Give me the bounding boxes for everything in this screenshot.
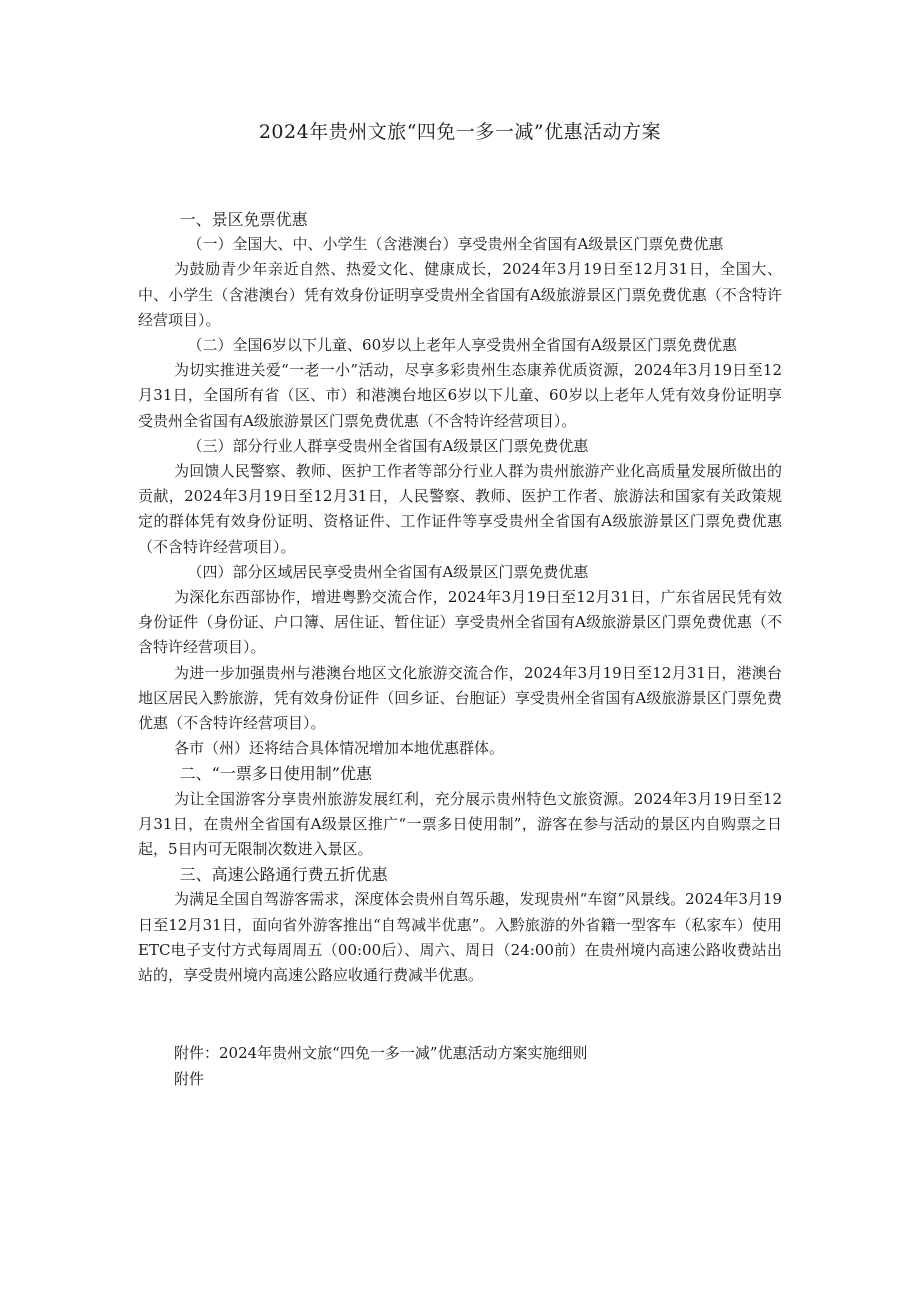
paragraph-1-4-2: 为进一步加强贵州与港澳台地区文化旅游交流合作，2024年3月19日至12月31日，港澳台地区居民入黔旅游，凭有效身份证件（回乡证、台胞证）享受贵州全省国有A级旅游景区门票免费优惠（不含特许经营项目）。 (138, 663, 782, 733)
paragraph-1-4-3: 各市（州）还将结合具体情况增加本地优惠群体。 (174, 739, 505, 758)
section-heading-2: 二、“一票多日使用制”优惠 (179, 764, 372, 784)
subsection-heading-1-2: （二）全国6岁以下儿童、60岁以上老年人享受贵州全省国有A级景区门票免费优惠 (187, 336, 737, 355)
subsection-heading-1-3: （三）部分行业人群享受贵州全省国有A级景区门票免费优惠 (187, 436, 589, 455)
attachments (138, 1041, 782, 1091)
paragraph-1-3-1: 为回馈人民警察、教师、医护工作者等部分行业人群为贵州旅游产业化高质量发展所做出的贡献，2024年3月19日至12月31日，人民警察、教师、医护工作者、旅游法和国家有关政策规定的群体凭有效身份证明、资格证件、工作证件等享受贵州全省国有A级旅游景区门票免费优惠（不含特许经营项目）。 (138, 462, 782, 556)
paragraph-3-1: 为满足全国自驾游客需求，深度体会贵州自驾乐趣，发现贵州“车窗”风景线。2024年3月19日至12月31日，面向省外游客推出“自驾减半优惠”。入黔旅游的外省籍一型客车（私家车）使用ETC电子支付方式每周周五（00:00后）、周六、周日（24:00前）在贵州境内高速公路收费站出站的，享受贵州境内高速公路应收通行费减半优惠。 (138, 890, 782, 985)
attachment-line-1: 附件：2024年贵州文旅“四免一多一减”优惠活动方案实施细则 (174, 1044, 588, 1063)
paragraph-2-1: 为让全国游客分享贵州旅游发展红利，充分展示贵州特色文旅资源。2024年3月19日至12月31日，在贵州全省国有A级景区推广“一票多日使用制”，游客在参与活动的景区内自购票之日起，5日内可无限制次数进入景区。 (138, 789, 782, 859)
section-heading-1: 一、景区免票优惠 (179, 210, 308, 229)
paragraph-1-4-1: 为深化东西部协作，增进粤黔交流合作，2024年3月19日至12月31日，广东省居民凭有效身份证件（身份证、户口簿、居住证、暂住证）享受贵州全省国有A级旅游景区门票免费优惠（不含特许经营项目）。 (138, 588, 782, 657)
paragraph-1-2-1: 为切实推进关爱“一老一小”活动，尽享多彩贵州生态康养优质资源，2024年3月19日至12月31日，全国所有省（区、市）和港澳台地区6岁以下儿童、60岁以上老年人凭有效身份证明享受贵州全省国有A级旅游景区门票免费优惠（不含特许经营项目）。 (138, 361, 782, 430)
section-heading-3: 三、高速公路通行费五折优惠 (179, 865, 388, 885)
attachment-line-2: 附件 (174, 1069, 205, 1088)
paragraph-1-1-1: 为鼓励青少年亲近自然、热爱文化、健康成长，2024年3月19日至12月31日，全国大、中、小学生（含港澳台）凭有效身份证明享受贵州全省国有A级旅游景区门票免费优惠（不含特许经营项目）。 (138, 260, 782, 329)
subsection-heading-1-4: （四）部分区域居民享受贵州全省国有A级景区门票免费优惠 (187, 562, 589, 581)
document-title: 2024年贵州文旅“四免一多一减”优惠活动方案 (258, 121, 662, 143)
document-body (138, 207, 782, 988)
subsection-heading-1-1: （一）全国大、中、小学生（含港澳台）享受贵州全省国有A级景区门票免费优惠 (187, 235, 724, 254)
